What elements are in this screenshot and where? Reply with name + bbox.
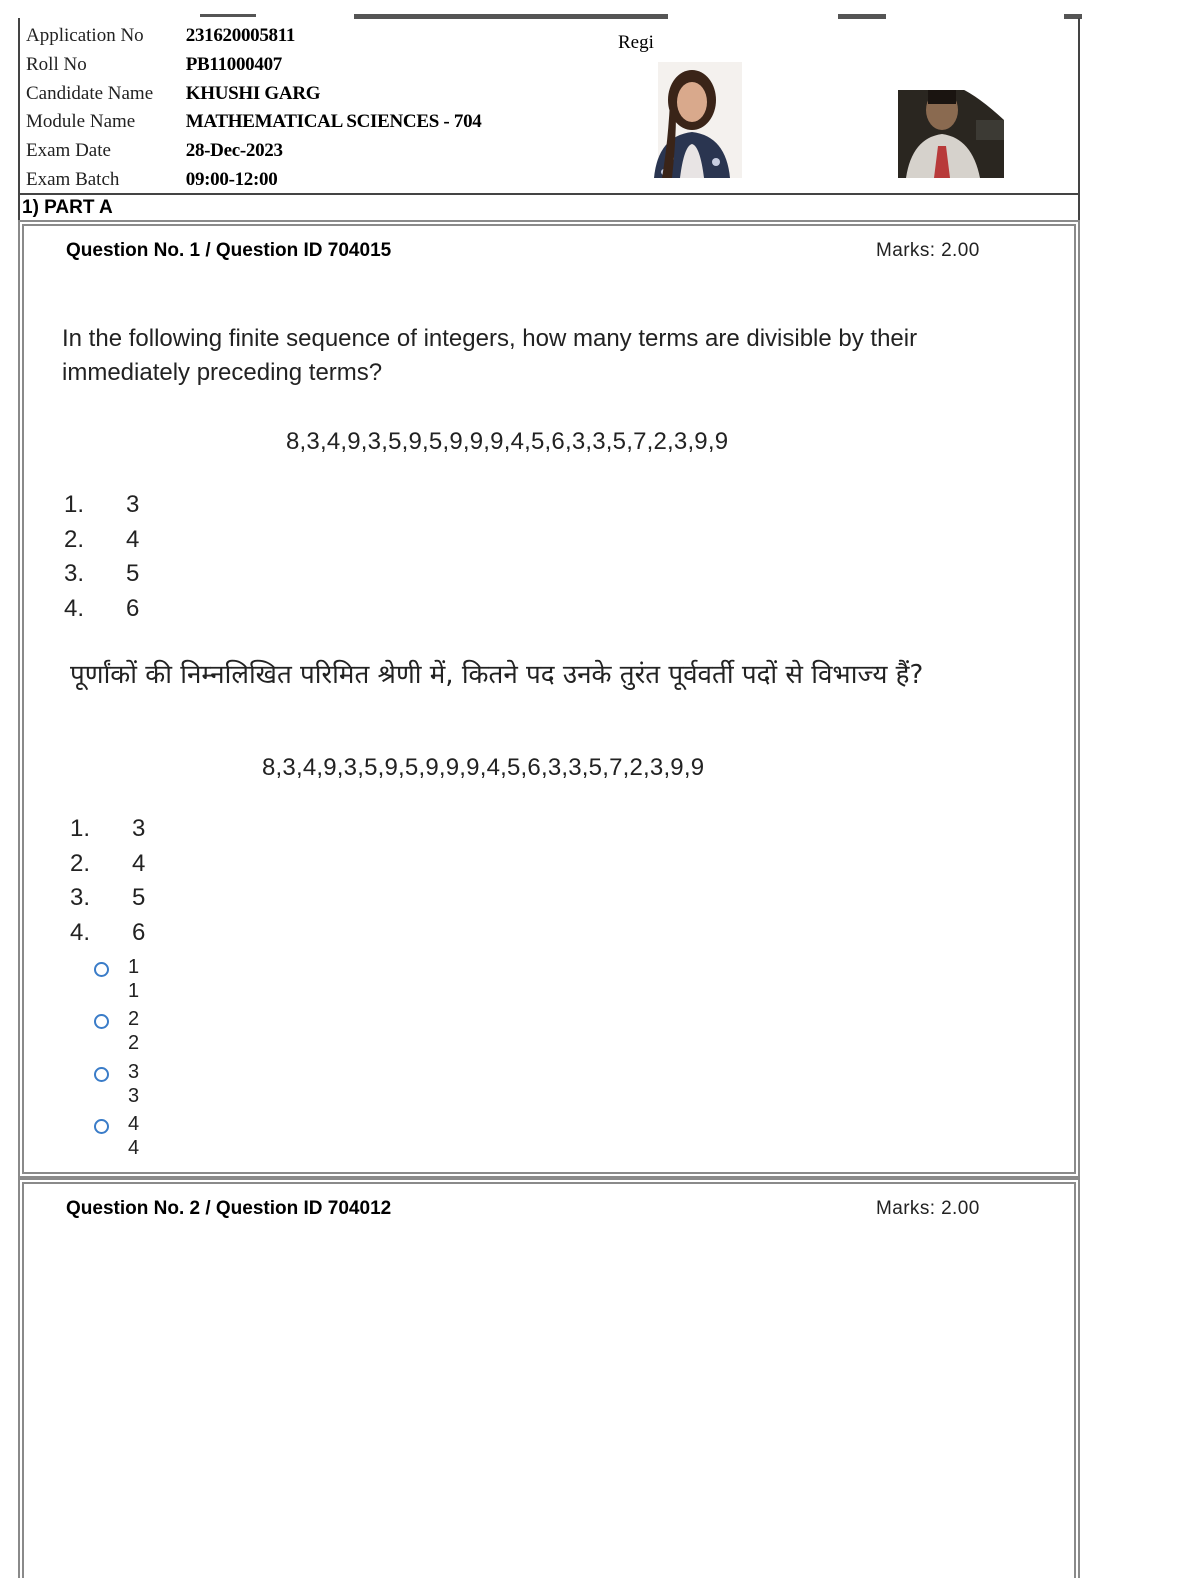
sequence-hindi: 8,3,4,9,3,5,9,5,9,9,9,4,5,6,3,3,5,7,2,3,9,9 <box>262 754 705 781</box>
option-value: 4 <box>126 525 140 553</box>
question-text-english: In the following finite sequence of integers, how many terms are divisible by their immediately preceding terms? <box>62 325 918 386</box>
captured-photo <box>898 50 1004 178</box>
option-value: 6 <box>126 594 140 622</box>
question-text-hindi: पूर्णांकों की निम्नलिखित परिमित श्रेणी में, कितने पद उनके तुरंत पूर्ववर्ती पदों से विभाज्य हैं? <box>70 660 924 690</box>
option-number: 1. <box>70 815 91 842</box>
captured-photo-image <box>898 50 1004 178</box>
choice-label <box>128 1060 139 1108</box>
choice-id-top: 4 <box>128 1112 140 1135</box>
question-panel <box>18 1178 1080 1578</box>
radio-circle-icon[interactable] <box>94 1014 109 1029</box>
info-row-module-name <box>26 108 482 137</box>
radio-circle-icon[interactable] <box>94 1067 109 1082</box>
registration-photo <box>640 62 742 178</box>
question-header: Question No. 2 / Question ID 704012 <box>66 1198 392 1219</box>
option-number: 4. <box>70 918 91 946</box>
option-english <box>64 557 139 592</box>
option-value: 5 <box>126 560 140 588</box>
info-label: Candidate Name <box>26 82 154 104</box>
option-hindi <box>70 916 145 951</box>
info-label: Module Name <box>26 111 136 133</box>
option-value: 3 <box>132 815 146 842</box>
option-number: 2. <box>64 525 85 553</box>
option-number: 3. <box>64 560 85 588</box>
option-number: 1. <box>64 491 85 518</box>
choice-id-bottom: 1 <box>128 980 140 1002</box>
info-row-application-no <box>26 22 482 51</box>
info-row-candidate-name <box>26 80 482 109</box>
options-english <box>64 488 139 626</box>
info-label: Exam Date <box>26 140 111 162</box>
radio-circle-icon[interactable] <box>94 962 109 977</box>
module-name: MATHEMATICAL SCIENCES - 704 <box>185 111 482 133</box>
option-number: 3. <box>70 884 91 912</box>
option-hindi <box>70 881 145 916</box>
registration-photo-image <box>640 62 742 178</box>
option-english <box>64 523 139 558</box>
section-label: 1) PART A <box>18 195 1080 221</box>
application-number: 231620005811 <box>185 25 296 46</box>
candidate-name: KHUSHI GARG <box>185 82 321 104</box>
info-label: Roll No <box>26 53 87 75</box>
choice-id-bottom: 4 <box>128 1136 140 1159</box>
info-row-exam-batch <box>26 166 482 195</box>
candidate-info-table <box>26 22 482 195</box>
question-header: Question No. 1 / Question ID 704015 <box>66 240 392 261</box>
option-hindi <box>70 812 145 847</box>
option-english <box>64 592 139 627</box>
registration-photo-label: Regi <box>618 32 654 53</box>
option-value: 3 <box>126 491 140 518</box>
exam-batch: 09:00-12:00 <box>185 168 278 190</box>
info-row-roll-no <box>26 51 482 80</box>
choice-label <box>128 955 139 1003</box>
exam-date: 28-Dec-2023 <box>185 140 283 162</box>
option-number: 4. <box>64 594 85 622</box>
choice-label <box>128 1007 139 1055</box>
option-value: 4 <box>132 849 146 877</box>
choice-id-top: 3 <box>128 1060 140 1083</box>
info-label: Exam Batch <box>26 168 120 190</box>
option-value: 5 <box>132 884 146 912</box>
option-number: 2. <box>70 849 91 877</box>
radio-circle-icon[interactable] <box>94 1119 109 1134</box>
info-label: Application No <box>26 25 144 46</box>
choice-id-top: 2 <box>128 1008 140 1031</box>
choice-id-bottom: 2 <box>128 1032 140 1055</box>
option-hindi <box>70 847 145 882</box>
choice-id-bottom: 3 <box>128 1084 140 1107</box>
options-hindi <box>70 812 145 950</box>
question-panel <box>18 220 1080 1178</box>
top-rule-fragment <box>200 14 256 17</box>
info-row-exam-date <box>26 137 482 166</box>
question-marks: Marks: 2.00 <box>876 240 980 261</box>
choice-label <box>128 1112 139 1160</box>
candidate-header <box>18 18 1080 195</box>
sequence-english: 8,3,4,9,3,5,9,5,9,9,9,4,5,6,3,3,5,7,2,3,9,9 <box>286 428 729 455</box>
roll-number: PB11000407 <box>185 53 282 75</box>
option-english <box>64 488 139 523</box>
question-marks: Marks: 2.00 <box>876 1198 980 1219</box>
choice-id-top: 1 <box>128 956 140 978</box>
option-value: 6 <box>132 918 146 946</box>
